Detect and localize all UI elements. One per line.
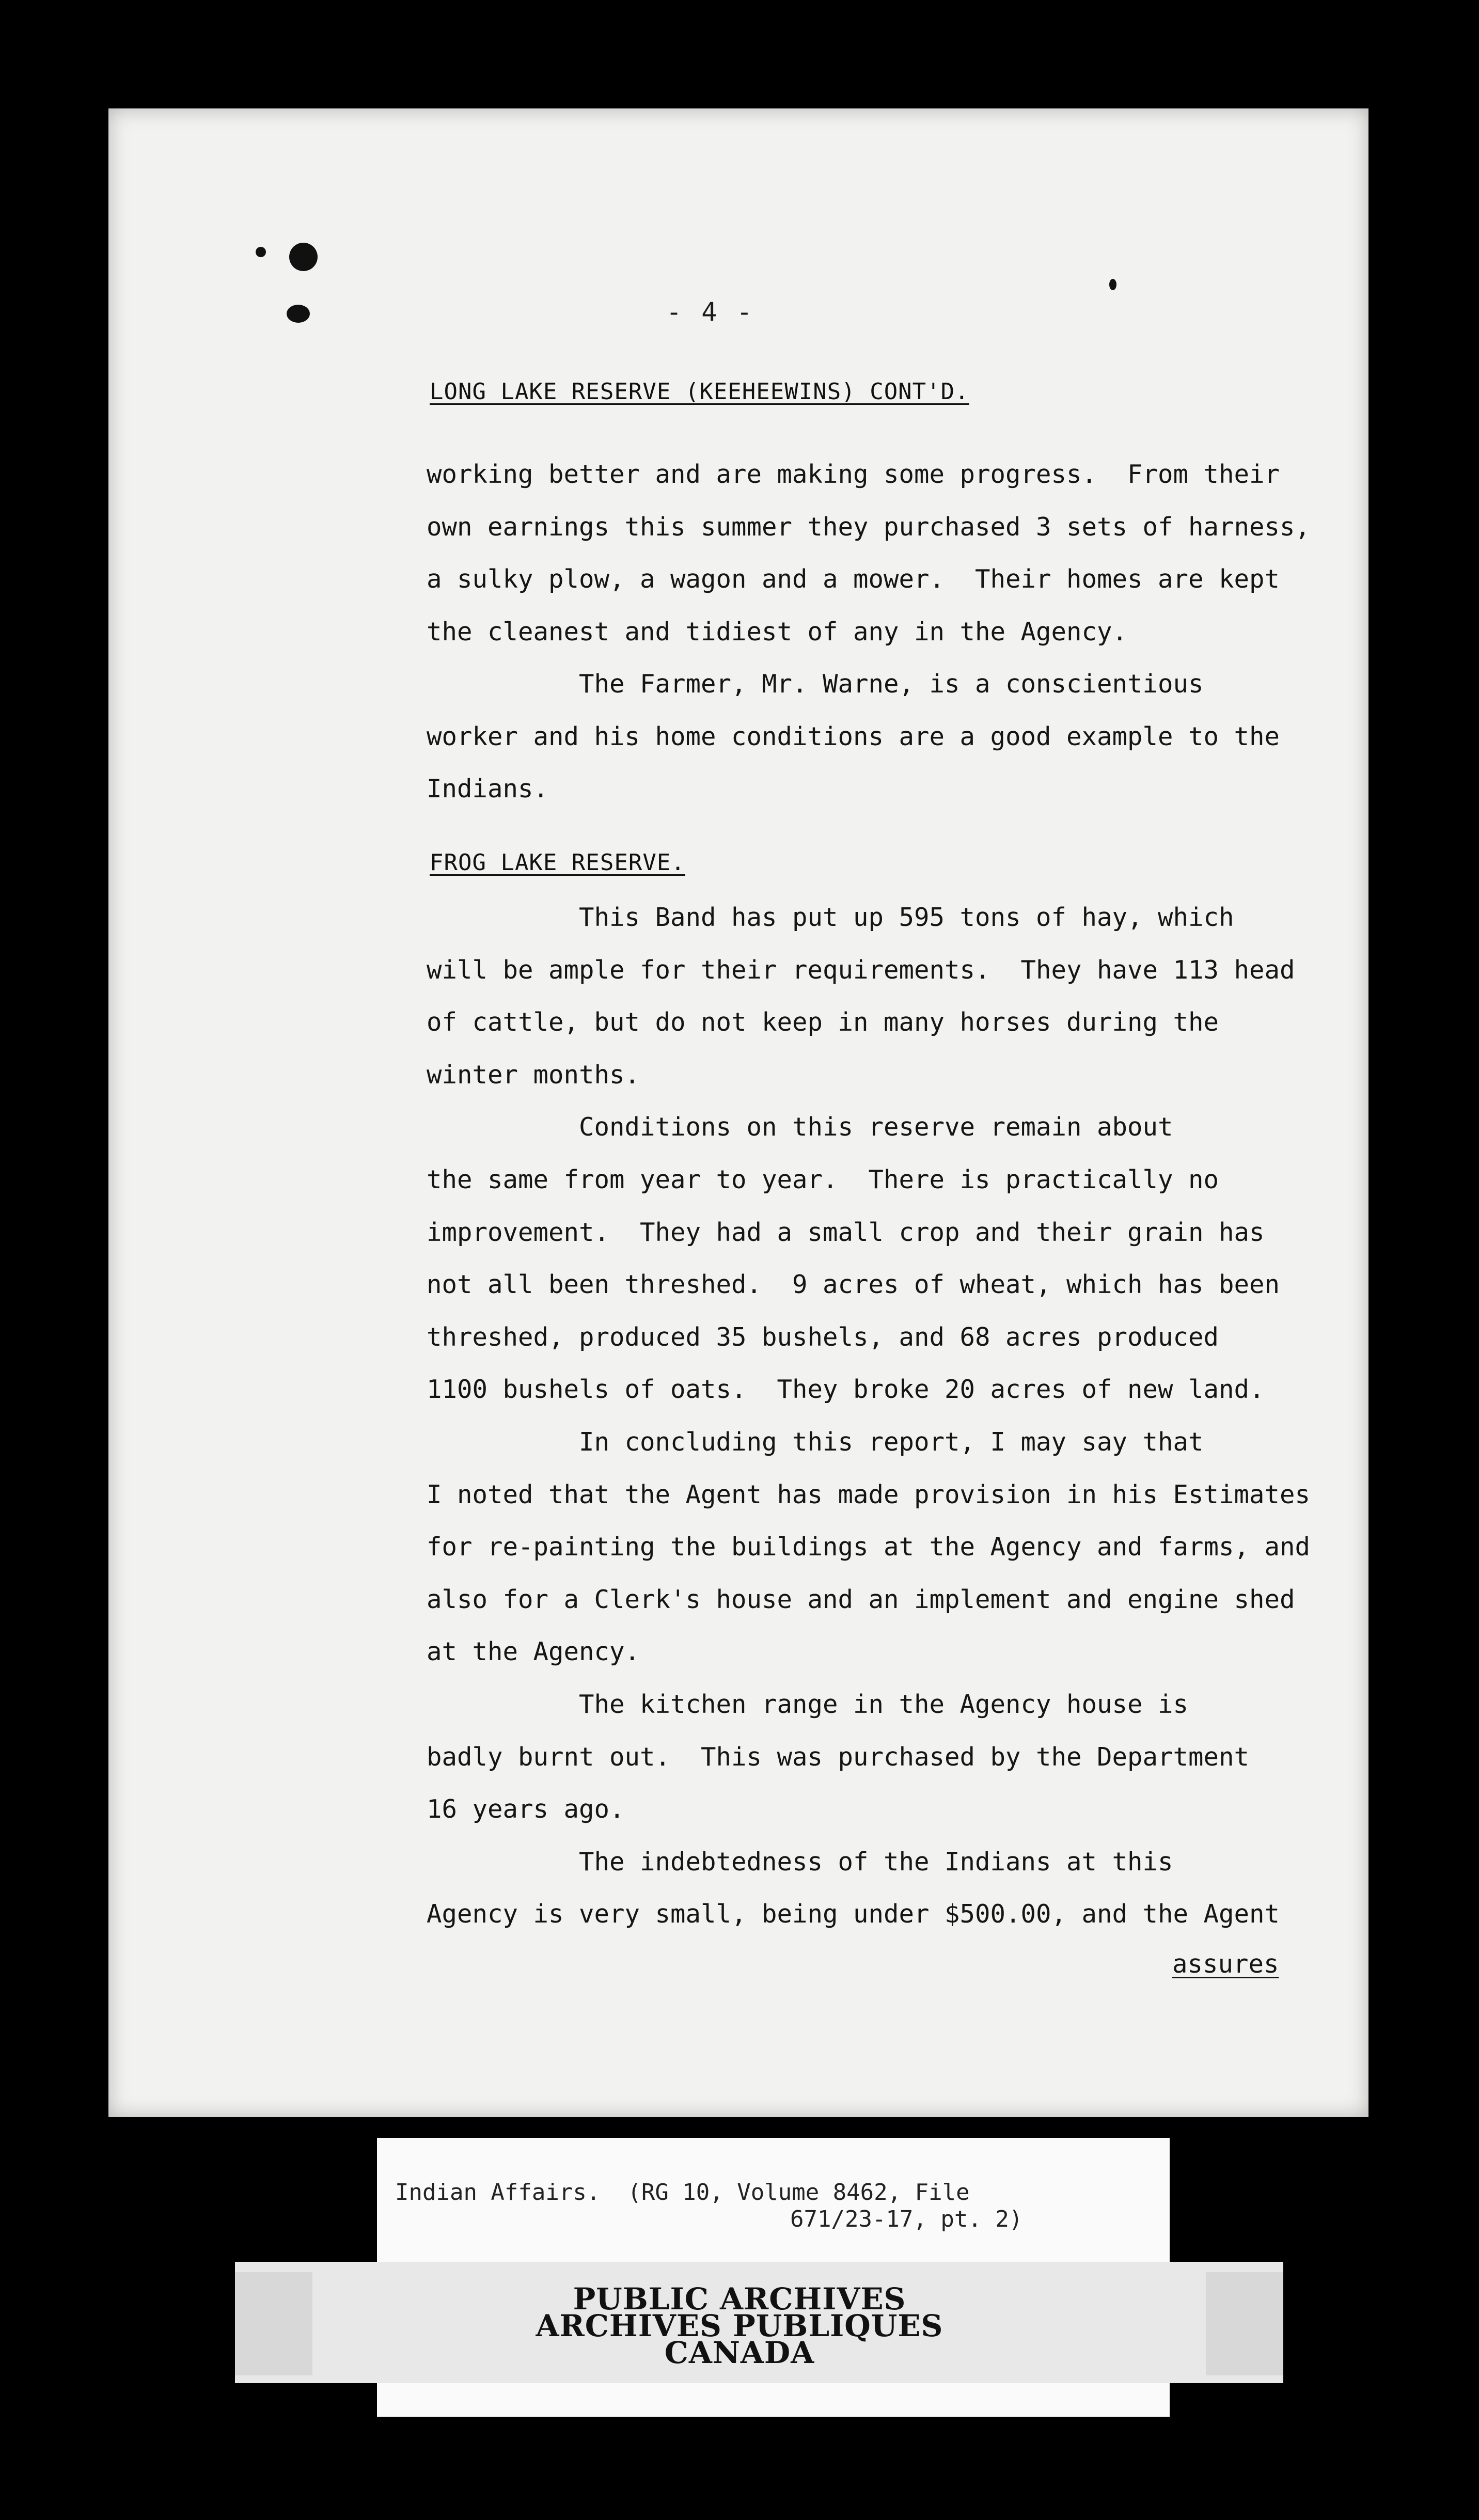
catchword: assures (1172, 1949, 1279, 1979)
page-number: - 4 - (666, 297, 754, 327)
body-text-line: The kitchen range in the Agency house is (427, 1690, 1189, 1719)
body-text-line: 1100 bushels of oats. They broke 20 acres of new land. (427, 1375, 1265, 1405)
ink-speck (256, 247, 266, 257)
body-text-line: working better and are making some progress. From their (427, 460, 1280, 489)
body-text-line: threshed, produced 35 bushels, and 68 acres produced (427, 1322, 1219, 1352)
body-text-line: I noted that the Agent has made provision in his Estimates (427, 1479, 1311, 1509)
heading-long-lake-reserve: LONG LAKE RESERVE (KEEHEEWINS) CONT'D. (430, 379, 969, 405)
body-text-line: of cattle, but do not keep in many horses during the (427, 1007, 1219, 1037)
body-text-line: own earnings this summer they purchased 3 sets of harness, (427, 512, 1311, 542)
archive-reference-line-1: Indian Affairs. (RG 10, Volume 8462, File (395, 2179, 970, 2206)
body-text-line: for re-painting the buildings at the Agency and farms, and (427, 1532, 1311, 1562)
body-text-line: a sulky plow, a wagon and a mower. Their homes are kept (427, 564, 1280, 594)
archive-stamp-line-2: ARCHIVES PUBLIQUES (536, 2308, 943, 2343)
archive-stamp-line-3: CANADA (664, 2335, 815, 2370)
body-text-line: the cleanest and tidiest of any in the Agency. (427, 617, 1128, 647)
body-text-line: badly burnt out. This was purchased by the Department (427, 1742, 1250, 1772)
body-text-line: The indebtedness of the Indians at this (427, 1847, 1173, 1877)
body-text-line: This Band has put up 595 tons of hay, which (427, 903, 1234, 932)
body-text-line: 16 years ago. (427, 1794, 625, 1824)
body-text-line: The Farmer, Mr. Warne, is a conscientious (427, 669, 1204, 699)
body-text-line: In concluding this report, I may say that (427, 1427, 1204, 1457)
body-text-line: Conditions on this reserve remain about (427, 1112, 1173, 1142)
heading-frog-lake-reserve: FROG LAKE RESERVE. (430, 849, 685, 876)
body-text-line: at the Agency. (427, 1637, 640, 1667)
body-text-line: winter months. (427, 1060, 640, 1090)
body-text-line: will be ample for their requirements. They have 113 head (427, 955, 1295, 985)
body-text-line: worker and his home conditions are a good example to the (427, 721, 1280, 751)
body-text-line: the same from year to year. There is practically no (427, 1165, 1219, 1194)
body-text-line: not all been threshed. 9 acres of wheat, which has been (427, 1270, 1280, 1300)
archive-reference-line-2: 671/23-17, pt. 2) (790, 2206, 1023, 2232)
body-text-line: Agency is very small, being under $500.00, and the Agent (427, 1899, 1280, 1929)
body-text-line: also for a Clerk's house and an implement and engine shed (427, 1584, 1295, 1614)
ink-speck (1109, 279, 1116, 290)
ink-speck (287, 305, 310, 323)
body-text-line: improvement. They had a small crop and their grain has (427, 1217, 1265, 1247)
body-text-line: Indians. (427, 774, 549, 804)
ink-speck (289, 243, 318, 271)
archive-stamp-line-1: PUBLIC ARCHIVES (573, 2281, 906, 2317)
